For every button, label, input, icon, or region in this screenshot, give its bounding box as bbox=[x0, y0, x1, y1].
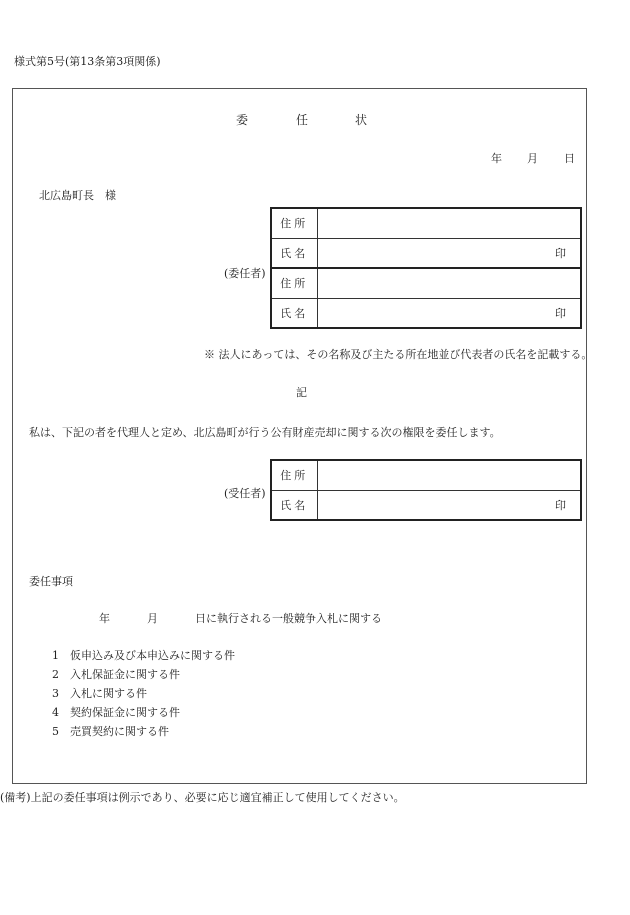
address-label: 住所 bbox=[271, 208, 317, 238]
list-item bbox=[52, 647, 235, 663]
schedule-year: 年 bbox=[99, 612, 110, 625]
addressee: 北広島町長 様 bbox=[39, 189, 116, 202]
delegate-address-field[interactable] bbox=[317, 460, 581, 490]
delegator-address-field[interactable] bbox=[317, 208, 581, 238]
table-row bbox=[271, 208, 581, 238]
list-item-text: 入札保証金に関する件 bbox=[70, 668, 180, 681]
table-row bbox=[271, 238, 581, 268]
delegator-label: (委任者) bbox=[224, 267, 266, 280]
name-label: 氏名 bbox=[271, 298, 317, 328]
table-row bbox=[271, 460, 581, 490]
list-item-text: 売買契約に関する件 bbox=[70, 725, 169, 738]
delegate-table bbox=[270, 459, 582, 521]
corporate-note: ※ 法人にあっては、その名称及び主たる所在地並び代表者の氏名を記載する。 bbox=[204, 348, 593, 361]
address-label: 住所 bbox=[271, 268, 317, 298]
date-year: 年 bbox=[491, 152, 502, 165]
intro-text: 私は、下記の者を代理人と定め、北広島町が行う公有財産売却に関する次の権限を委任します。 bbox=[29, 426, 501, 439]
matters-heading: 委任事項 bbox=[29, 575, 73, 588]
list-item-text: 仮申込み及び本申込みに関する件 bbox=[70, 649, 235, 662]
list-item bbox=[52, 704, 180, 720]
delegator-table bbox=[270, 207, 582, 329]
name-label: 氏名 bbox=[271, 238, 317, 268]
table-row bbox=[271, 298, 581, 328]
list-item-number: 3 bbox=[52, 687, 59, 700]
list-item-text: 契約保証金に関する件 bbox=[70, 706, 180, 719]
list-item bbox=[52, 685, 147, 701]
list-item-number: 5 bbox=[52, 725, 59, 738]
remarks: (備考)上記の委任事項は例示であり、必要に応じ適宜補正して使用してください。 bbox=[0, 791, 405, 804]
date-day: 日 bbox=[564, 152, 575, 165]
delegator-address-field-2[interactable] bbox=[317, 268, 581, 298]
table-row bbox=[271, 490, 581, 520]
delegator-name-field-2[interactable]: 印 bbox=[317, 298, 581, 328]
address-label: 住所 bbox=[271, 460, 317, 490]
title-char-1: 委 bbox=[236, 113, 249, 127]
name-label: 氏名 bbox=[271, 490, 317, 520]
list-item-text: 入札に関する件 bbox=[70, 687, 147, 700]
form-number: 様式第5号(第13条第3項関係) bbox=[14, 55, 161, 68]
schedule-month: 月 bbox=[147, 612, 158, 625]
delegate-name-field[interactable]: 印 bbox=[317, 490, 581, 520]
title-char-3: 状 bbox=[355, 113, 368, 127]
delegator-name-field[interactable]: 印 bbox=[317, 238, 581, 268]
date-month: 月 bbox=[527, 152, 538, 165]
ki-heading: 記 bbox=[296, 386, 307, 399]
table-row bbox=[271, 268, 581, 298]
list-item-number: 2 bbox=[52, 668, 59, 681]
list-item-number: 4 bbox=[52, 706, 59, 719]
list-item-number: 1 bbox=[52, 649, 59, 662]
list-item bbox=[52, 666, 180, 682]
schedule-text: 日に執行される一般競争入札に関する bbox=[195, 612, 382, 625]
title-char-2: 任 bbox=[296, 113, 309, 127]
delegate-label: (受任者) bbox=[224, 487, 266, 500]
list-item bbox=[52, 723, 169, 739]
